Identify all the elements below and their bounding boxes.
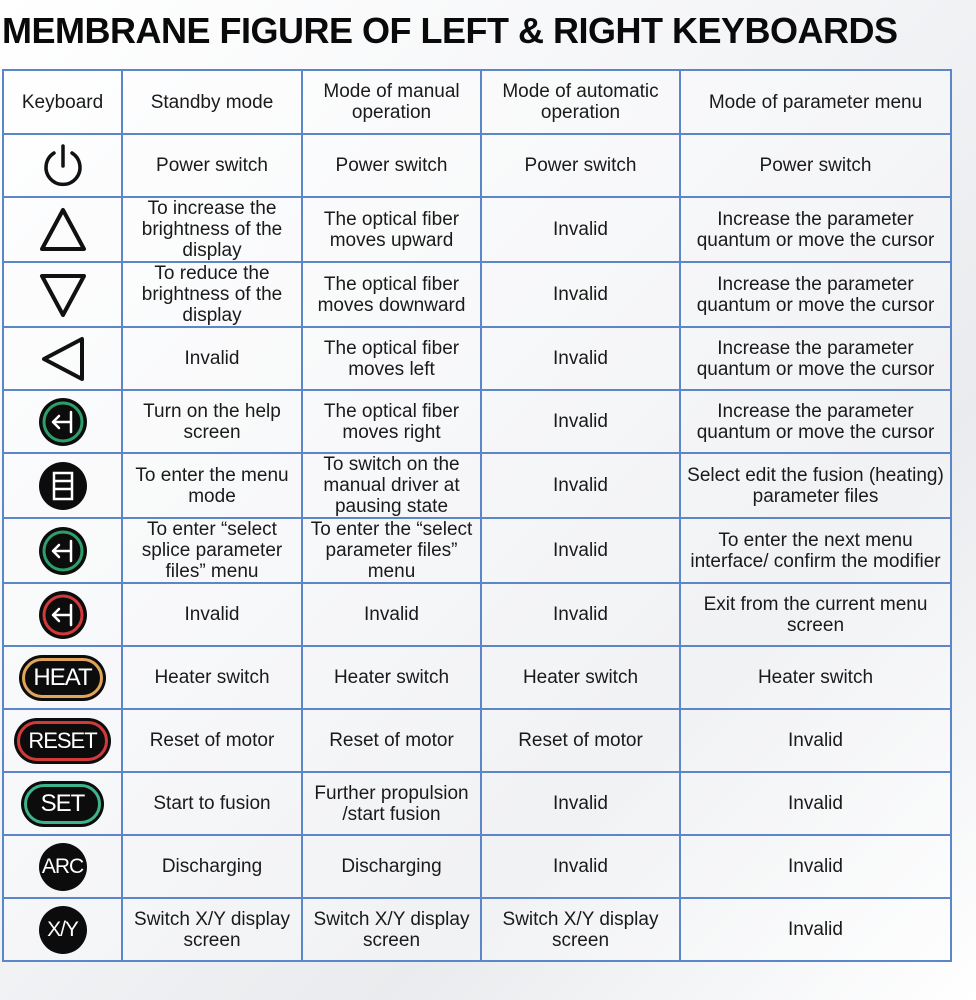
automatic-cell: Invalid — [481, 518, 680, 583]
table-row — [3, 197, 951, 262]
automatic-cell: Invalid — [481, 835, 680, 898]
standby-cell: Reset of motor — [122, 709, 302, 772]
automatic-cell: Heater switch — [481, 646, 680, 709]
power-icon — [38, 141, 88, 191]
parameter-cell: Increase the parameter quantum or move the cursor — [680, 262, 951, 327]
standby-cell: Discharging — [122, 835, 302, 898]
manual-cell: Heater switch — [302, 646, 481, 709]
key-cell — [3, 518, 122, 583]
header-keyboard: Keyboard — [3, 70, 122, 134]
manual-cell: Further propulsion /start fusion — [302, 772, 481, 835]
automatic-cell: Invalid — [481, 262, 680, 327]
table-row — [3, 898, 951, 961]
manual-cell: Switch X/Y display screen — [302, 898, 481, 961]
key-cell — [3, 262, 122, 327]
header-automatic-mode: Mode of automatic operation — [481, 70, 680, 134]
manual-cell: To switch on the manual driver at pausing state — [302, 453, 481, 518]
automatic-cell: Invalid — [481, 583, 680, 646]
set-key-icon: SET — [24, 784, 102, 824]
parameter-cell: Increase the parameter quantum or move the cursor — [680, 327, 951, 390]
automatic-cell: Invalid — [481, 772, 680, 835]
manual-cell: To enter the “select parameter files” menu — [302, 518, 481, 583]
parameter-cell: Exit from the current menu screen — [680, 583, 951, 646]
automatic-cell: Invalid — [481, 390, 680, 453]
down-triangle-icon — [36, 270, 90, 320]
automatic-cell: Power switch — [481, 134, 680, 197]
parameter-cell: Invalid — [680, 898, 951, 961]
automatic-cell: Invalid — [481, 453, 680, 518]
standby-cell: Power switch — [122, 134, 302, 197]
key-cell — [3, 898, 122, 961]
table-row — [3, 453, 951, 518]
standby-cell: Heater switch — [122, 646, 302, 709]
table-row — [3, 134, 951, 197]
manual-cell: The optical fiber moves upward — [302, 197, 481, 262]
up-triangle-icon — [36, 205, 90, 255]
manual-cell: Power switch — [302, 134, 481, 197]
parameter-cell: Invalid — [680, 709, 951, 772]
parameter-cell: Increase the parameter quantum or move the cursor — [680, 390, 951, 453]
key-cell — [3, 327, 122, 390]
heat-key-icon: HEAT — [22, 658, 102, 698]
automatic-cell: Invalid — [481, 197, 680, 262]
header-manual-mode: Mode of manual operation — [302, 70, 481, 134]
parameter-cell: Invalid — [680, 835, 951, 898]
standby-cell: To enter “select splice parameter files” menu — [122, 518, 302, 583]
keyboard-table — [2, 69, 952, 962]
enter-arrow-icon — [37, 396, 89, 448]
table-row — [3, 390, 951, 453]
key-cell — [3, 453, 122, 518]
table-row — [3, 518, 951, 583]
header-row — [3, 70, 951, 134]
standby-cell: To increase the brightness of the display — [122, 197, 302, 262]
reset-key-icon: RESET — [17, 721, 107, 761]
table-row — [3, 772, 951, 835]
parameter-cell: Heater switch — [680, 646, 951, 709]
parameter-cell: Power switch — [680, 134, 951, 197]
manual-cell: The optical fiber moves right — [302, 390, 481, 453]
standby-cell: Switch X/Y display screen — [122, 898, 302, 961]
parameter-cell: Invalid — [680, 772, 951, 835]
parameter-cell: Increase the parameter quantum or move the cursor — [680, 197, 951, 262]
menu-icon — [37, 460, 89, 512]
key-cell — [3, 709, 122, 772]
header-parameter-menu: Mode of parameter menu — [680, 70, 951, 134]
automatic-cell: Switch X/Y display screen — [481, 898, 680, 961]
key-cell — [3, 835, 122, 898]
manual-cell: Invalid — [302, 583, 481, 646]
manual-cell: Discharging — [302, 835, 481, 898]
header-standby-mode: Standby mode — [122, 70, 302, 134]
standby-cell: Turn on the help screen — [122, 390, 302, 453]
key-cell — [3, 583, 122, 646]
key-cell — [3, 134, 122, 197]
arc-key-icon: ARC — [39, 843, 87, 891]
manual-cell: The optical fiber moves left — [302, 327, 481, 390]
standby-cell: Invalid — [122, 583, 302, 646]
table-row — [3, 583, 951, 646]
key-cell — [3, 772, 122, 835]
standby-cell: Start to fusion — [122, 772, 302, 835]
table-row — [3, 327, 951, 390]
xy-key-icon: X/Y — [39, 906, 87, 954]
table-row — [3, 835, 951, 898]
key-cell — [3, 390, 122, 453]
table-row — [3, 709, 951, 772]
manual-cell: Reset of motor — [302, 709, 481, 772]
page-title: MEMBRANE FIGURE OF LEFT & RIGHT KEYBOARDS — [2, 10, 898, 51]
parameter-cell: To enter the next menu interface/ confirm the modifier — [680, 518, 951, 583]
standby-cell: Invalid — [122, 327, 302, 390]
standby-cell: To reduce the brightness of the display — [122, 262, 302, 327]
manual-cell: The optical fiber moves downward — [302, 262, 481, 327]
left-triangle-icon — [36, 334, 90, 384]
enter-arrow-icon — [37, 525, 89, 577]
key-cell — [3, 197, 122, 262]
key-cell — [3, 646, 122, 709]
parameter-cell: Select edit the fusion (heating) parameter files — [680, 453, 951, 518]
table-row — [3, 646, 951, 709]
exit-arrow-icon — [37, 589, 89, 641]
table-row — [3, 262, 951, 327]
automatic-cell: Reset of motor — [481, 709, 680, 772]
standby-cell: To enter the menu mode — [122, 453, 302, 518]
automatic-cell: Invalid — [481, 327, 680, 390]
